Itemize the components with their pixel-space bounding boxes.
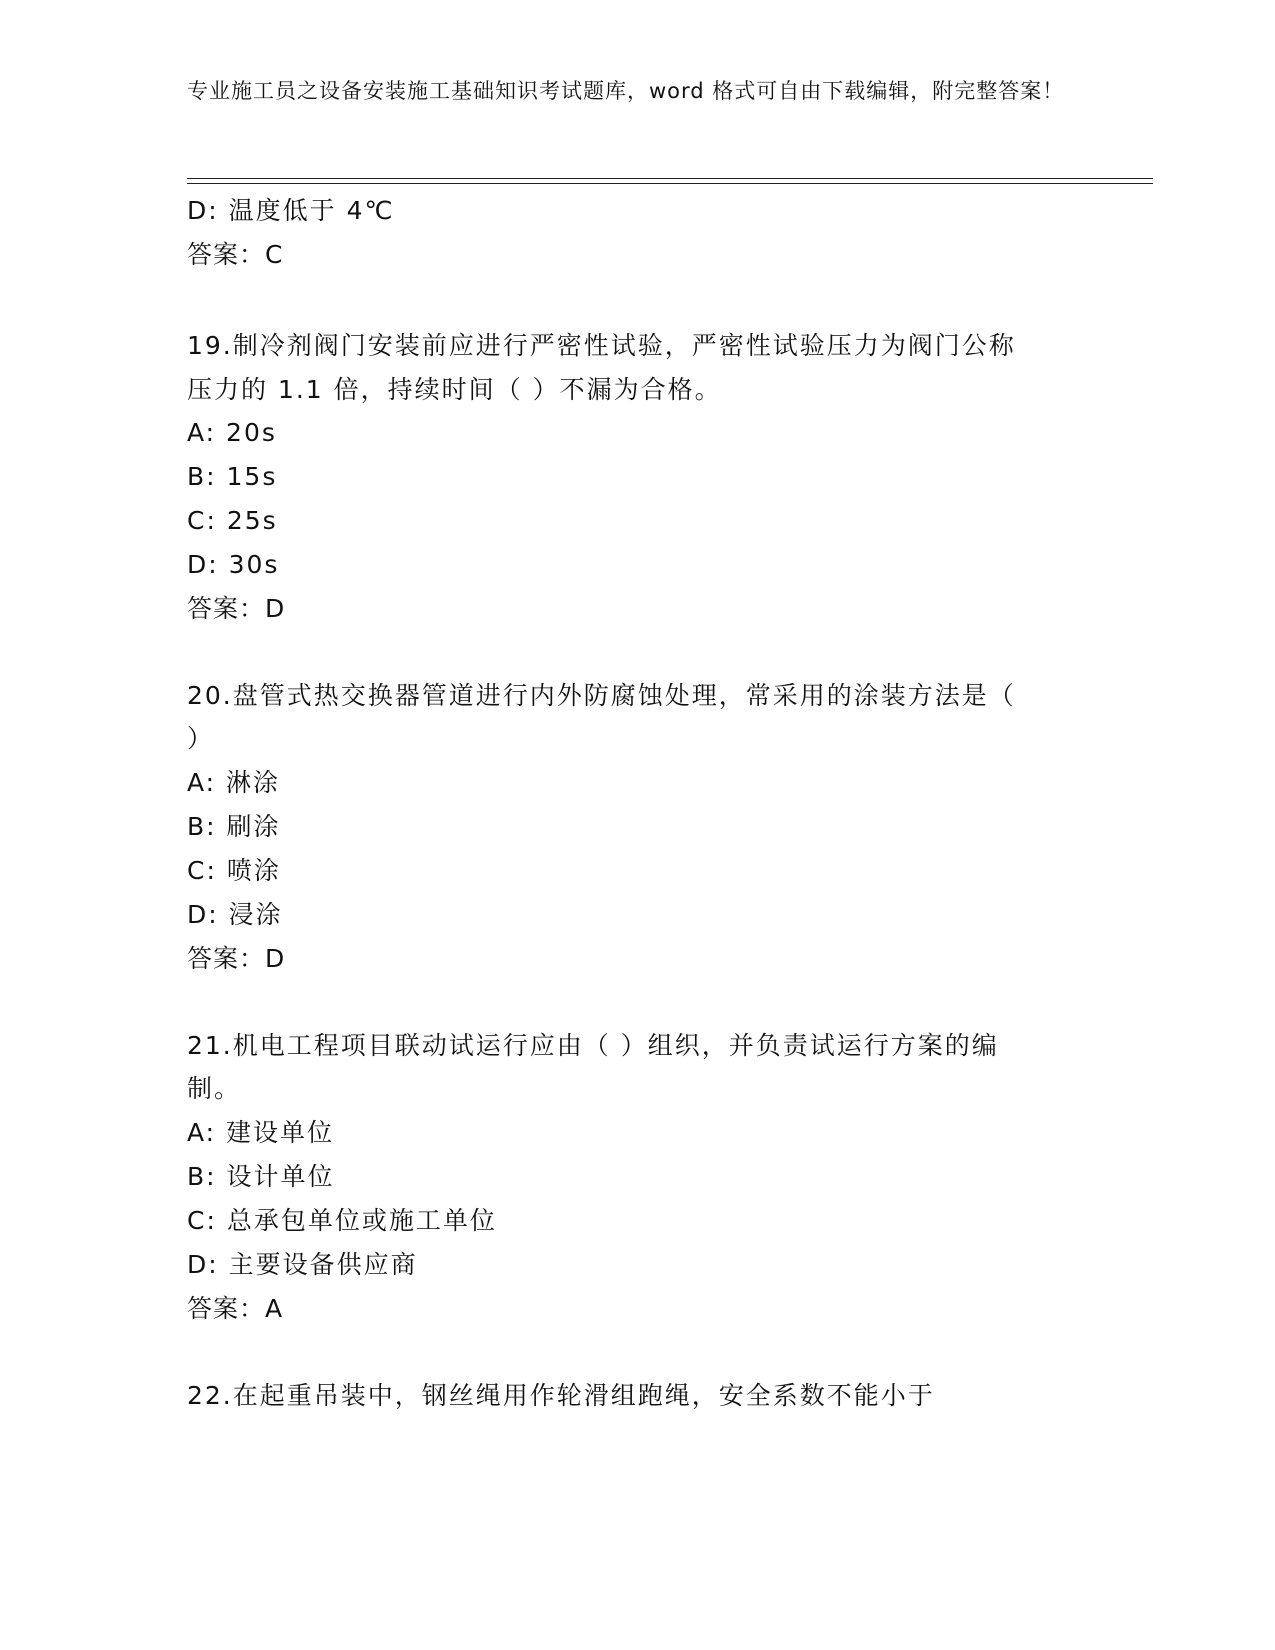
question-22-text: 22.在起重吊装中，钢丝绳用作轮滑组跑绳，安全系数不能小于 xyxy=(187,1381,935,1410)
option-d: D: 浸涂 xyxy=(187,900,283,929)
question-21-text: 21.机电工程项目联动试运行应由（ ）组织，并负责试运行方案的编 xyxy=(187,1031,999,1060)
option-b: B: 15s xyxy=(187,462,278,491)
document-header: 专业施工员之设备安装施工基础知识考试题库，word 格式可自由下载编辑，附完整答案！ xyxy=(187,79,1065,103)
option-c: C: 25s xyxy=(187,506,278,535)
option-b: B: 设计单位 xyxy=(187,1162,335,1191)
answer-line: 答案：D xyxy=(187,944,286,973)
question-19-text: 19.制冷剂阀门安装前应进行严密性试验，严密性试验压力为阀门公称 xyxy=(187,331,1016,360)
question-20-text-cont: ） xyxy=(187,724,215,753)
option-a: A: 20s xyxy=(187,418,277,447)
answer-line: 答案：C xyxy=(187,240,284,269)
answer-line: 答案：A xyxy=(187,1294,284,1323)
answer-line: 答案：D xyxy=(187,594,286,623)
option-d: D: 温度低于 4℃ xyxy=(187,196,395,225)
question-21-text-cont: 制。 xyxy=(187,1074,242,1103)
option-d: D: 30s xyxy=(187,550,280,579)
question-20-text: 20.盘管式热交换器管道进行内外防腐蚀处理，常采用的涂装方法是（ xyxy=(187,681,1016,710)
option-c: C: 喷涂 xyxy=(187,856,281,885)
option-d: D: 主要设备供应商 xyxy=(187,1250,418,1279)
option-a: A: 建设单位 xyxy=(187,1118,335,1147)
question-19-text-cont: 压力的 1.1 倍，持续时间（ ）不漏为合格。 xyxy=(187,375,722,404)
option-b: B: 刷涂 xyxy=(187,812,281,841)
header-divider-bottom xyxy=(187,183,1153,184)
header-divider-top xyxy=(187,178,1153,179)
option-c: C: 总承包单位或施工单位 xyxy=(187,1206,497,1235)
option-a: A: 淋涂 xyxy=(187,768,281,797)
